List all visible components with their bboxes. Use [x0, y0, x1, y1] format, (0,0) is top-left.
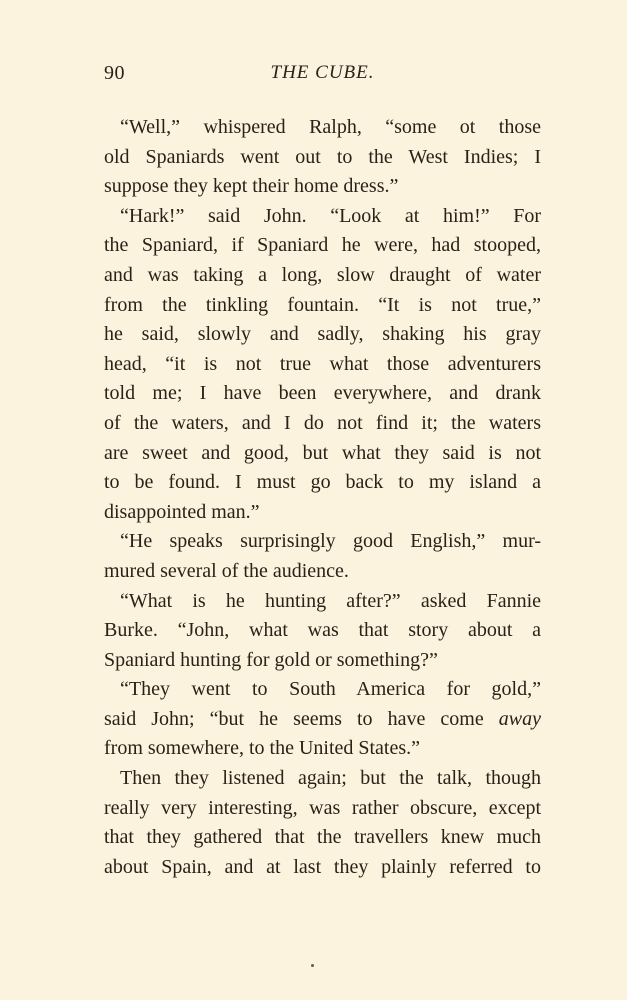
text-line: he said, slowly and sadly, shaking his gray: [104, 323, 541, 346]
text-line: are sweet and good, but what they said is not: [104, 441, 541, 464]
text-line: from the tinkling fountain. “It is not true,”: [104, 293, 541, 316]
page-header: [104, 62, 541, 92]
text-line: “He speaks surprisingly good English,” mur-: [120, 530, 541, 553]
text-line: the Spaniard, if Spaniard he were, had stooped,: [104, 234, 541, 257]
text-line: “Well,” whispered Ralph, “some ot those: [120, 116, 541, 138]
text-line: told me; I have been everywhere, and drank: [104, 382, 541, 405]
text-line: of the waters, and I do not find it; the waters: [104, 411, 541, 434]
text-segment: said John; “but he seems to have come: [104, 707, 484, 730]
body-text: [104, 113, 541, 882]
text-line: “Hark!” said John. “Look at him!” For: [120, 204, 541, 227]
running-title: THE CUBE.: [270, 62, 375, 83]
text-line: Burke. “John, what was that story about a: [104, 619, 541, 642]
text-line: old Spaniards went out to the West Indies; I: [104, 145, 541, 168]
text-line: [104, 705, 541, 735]
text-line: head, “it is not true what those adventurers: [104, 352, 541, 375]
text-line: disappointed man.”: [104, 500, 260, 523]
page-speck: [311, 964, 314, 967]
italic-word: away: [498, 707, 542, 730]
text-line: about Spain, and at last they plainly referred to: [104, 855, 541, 878]
text-line: suppose they kept their home dress.”: [104, 175, 399, 198]
page-number: 90: [104, 62, 125, 84]
text-line: to be found. I must go back to my island a: [104, 471, 541, 494]
text-line: mured several of the audience.: [104, 559, 349, 582]
text-line: Spaniard hunting for gold or something?”: [104, 648, 438, 671]
text-line: that they gathered that the travellers knew much: [104, 826, 541, 849]
text-line: really very interesting, was rather obscure, except: [104, 796, 541, 819]
text-line: “What is he hunting after?” asked Fannie: [120, 589, 541, 612]
text-line: Then they listened again; but the talk, though: [120, 767, 541, 790]
text-line: from somewhere, to the United States.”: [104, 737, 421, 760]
text-line: “They went to South America for gold,”: [120, 678, 541, 701]
text-line: and was taking a long, slow draught of water: [104, 263, 541, 286]
